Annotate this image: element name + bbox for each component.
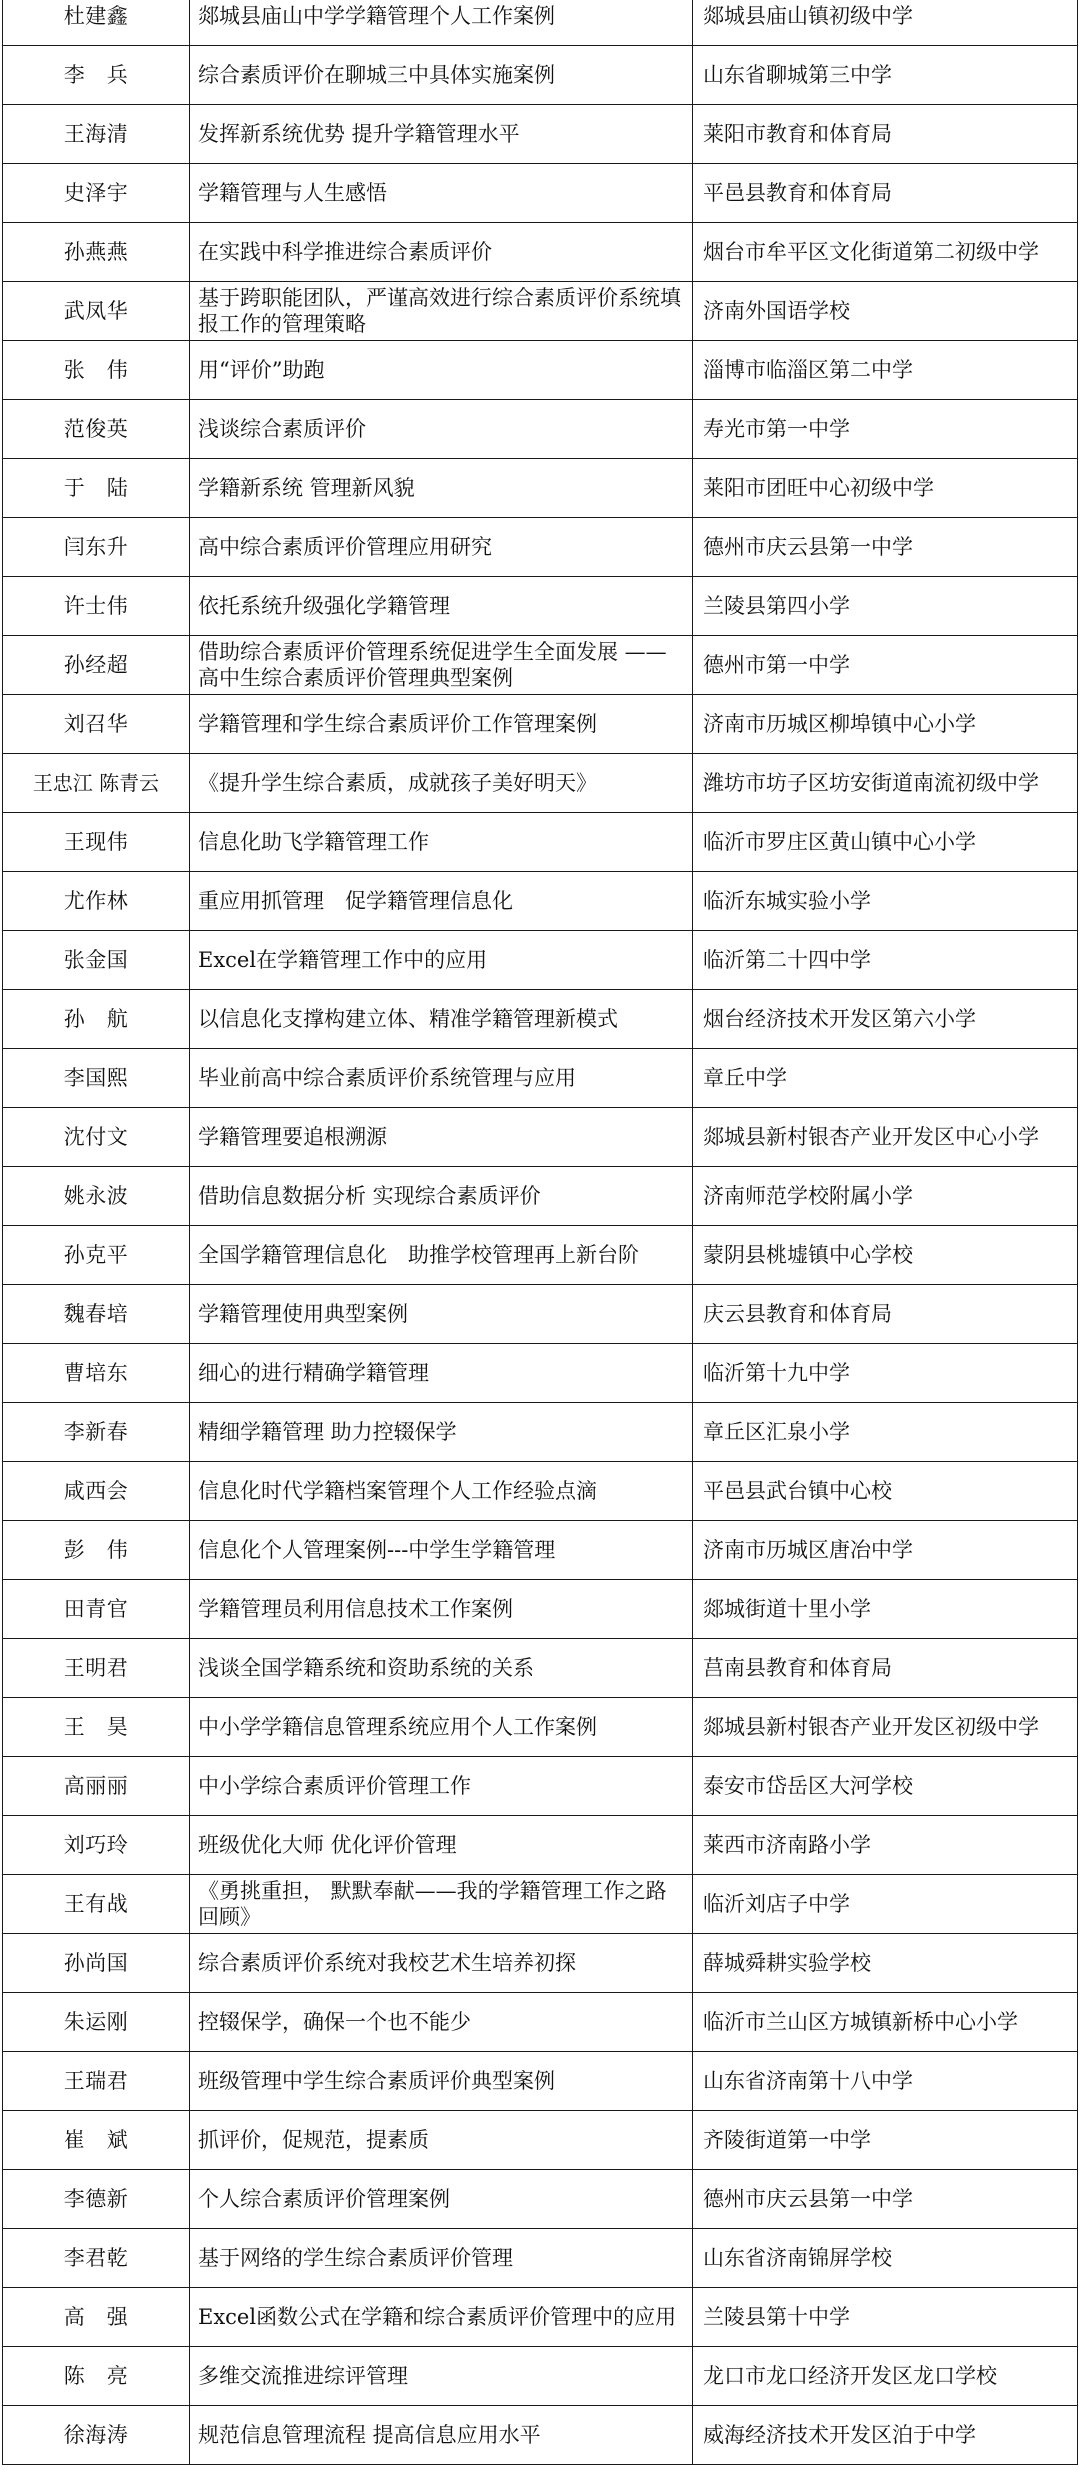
table-row — [3, 105, 1078, 164]
work-unit-cell: 山东省聊城第三中学 — [693, 46, 1078, 105]
author-name-cell: 徐海涛 — [3, 2406, 190, 2465]
author-name-cell: 孙尚国 — [3, 1934, 190, 1993]
table-row — [3, 2052, 1078, 2111]
work-unit-cell: 寿光市第一中学 — [693, 400, 1078, 459]
author-name-cell: 李国熙 — [3, 1049, 190, 1108]
case-title-cell: 郯城县庙山中学学籍管理个人工作案例 — [190, 0, 693, 46]
work-unit-cell: 德州市第一中学 — [693, 636, 1078, 695]
case-title-cell: 《勇挑重担， 默默奉献——我的学籍管理工作之路回顾》 — [190, 1875, 693, 1934]
author-name-cell: 姚永波 — [3, 1167, 190, 1226]
table-row — [3, 990, 1078, 1049]
case-title-cell: 全国学籍管理信息化 助推学校管理再上新台阶 — [190, 1226, 693, 1285]
author-name-cell: 田青官 — [3, 1580, 190, 1639]
author-name-cell: 张 伟 — [3, 341, 190, 400]
author-name-cell: 史泽宇 — [3, 164, 190, 223]
work-unit-cell: 济南市历城区唐冶中学 — [693, 1521, 1078, 1580]
case-title-cell: Excel函数公式在学籍和综合素质评价管理中的应用 — [190, 2288, 693, 2347]
author-name-cell: 王有战 — [3, 1875, 190, 1934]
author-name-cell: 咸西会 — [3, 1462, 190, 1521]
author-name-cell: 闫东升 — [3, 518, 190, 577]
case-title-cell: 学籍管理员利用信息技术工作案例 — [190, 1580, 693, 1639]
table-row — [3, 1580, 1078, 1639]
author-name-cell: 刘巧玲 — [3, 1816, 190, 1875]
case-title-cell: 学籍管理使用典型案例 — [190, 1285, 693, 1344]
table-row — [3, 518, 1078, 577]
author-name-cell: 范俊英 — [3, 400, 190, 459]
table-row — [3, 341, 1078, 400]
work-unit-cell: 齐陵街道第一中学 — [693, 2111, 1078, 2170]
case-title-cell: 发挥新系统优势 提升学籍管理水平 — [190, 105, 693, 164]
author-name-cell: 李德新 — [3, 2170, 190, 2229]
work-unit-cell: 庆云县教育和体育局 — [693, 1285, 1078, 1344]
work-unit-cell: 临沂市罗庄区黄山镇中心小学 — [693, 813, 1078, 872]
work-unit-cell: 潍坊市坊子区坊安街道南流初级中学 — [693, 754, 1078, 813]
author-name-cell: 尤作林 — [3, 872, 190, 931]
case-title-cell: 基于跨职能团队，严谨高效进行综合素质评价系统填报工作的管理策略 — [190, 282, 693, 341]
award-rows — [3, 0, 1078, 2465]
work-unit-cell: 郯城县新村银杏产业开发区初级中学 — [693, 1698, 1078, 1757]
table-row — [3, 931, 1078, 990]
case-title-cell: 学籍新系统 管理新风貌 — [190, 459, 693, 518]
case-title-cell: 毕业前高中综合素质评价系统管理与应用 — [190, 1049, 693, 1108]
work-unit-cell: 济南市历城区柳埠镇中心小学 — [693, 695, 1078, 754]
author-name-cell: 崔 斌 — [3, 2111, 190, 2170]
work-unit-cell: 山东省济南第十八中学 — [693, 2052, 1078, 2111]
case-title-cell: 班级优化大师 优化评价管理 — [190, 1816, 693, 1875]
table-row — [3, 2111, 1078, 2170]
author-name-cell: 李新春 — [3, 1403, 190, 1462]
table-row — [3, 1403, 1078, 1462]
work-unit-cell: 兰陵县第十中学 — [693, 2288, 1078, 2347]
case-title-cell: 个人综合素质评价管理案例 — [190, 2170, 693, 2229]
case-title-cell: 在实践中科学推进综合素质评价 — [190, 223, 693, 282]
work-unit-cell: 薛城舜耕实验学校 — [693, 1934, 1078, 1993]
case-title-cell: 学籍管理和学生综合素质评价工作管理案例 — [190, 695, 693, 754]
case-title-cell: 中小学学籍信息管理系统应用个人工作案例 — [190, 1698, 693, 1757]
author-name-cell: 孙经超 — [3, 636, 190, 695]
case-title-cell: 浅谈综合素质评价 — [190, 400, 693, 459]
author-name-cell: 杜建鑫 — [3, 0, 190, 46]
case-title-cell: 《提升学生综合素质，成就孩子美好明天》 — [190, 754, 693, 813]
table-row — [3, 0, 1078, 46]
work-unit-cell: 郯城县庙山镇初级中学 — [693, 0, 1078, 46]
table-row — [3, 636, 1078, 695]
work-unit-cell: 烟台市牟平区文化街道第二初级中学 — [693, 223, 1078, 282]
author-name-cell: 彭 伟 — [3, 1521, 190, 1580]
work-unit-cell: 济南师范学校附属小学 — [693, 1167, 1078, 1226]
table-row — [3, 1993, 1078, 2052]
case-title-cell: 中小学综合素质评价管理工作 — [190, 1757, 693, 1816]
table-row — [3, 1521, 1078, 1580]
case-title-cell: 精细学籍管理 助力控辍保学 — [190, 1403, 693, 1462]
author-name-cell: 高 强 — [3, 2288, 190, 2347]
case-title-cell: 控辍保学，确保一个也不能少 — [190, 1993, 693, 2052]
author-name-cell: 王忠江 陈青云 — [3, 754, 190, 813]
table-row — [3, 282, 1078, 341]
table-row — [3, 1226, 1078, 1285]
work-unit-cell: 德州市庆云县第一中学 — [693, 2170, 1078, 2229]
case-title-cell: 多维交流推进综评管理 — [190, 2347, 693, 2406]
work-unit-cell: 淄博市临淄区第二中学 — [693, 341, 1078, 400]
case-title-cell: 抓评价，促规范，提素质 — [190, 2111, 693, 2170]
case-title-cell: 综合素质评价在聊城三中具体实施案例 — [190, 46, 693, 105]
work-unit-cell: 德州市庆云县第一中学 — [693, 518, 1078, 577]
case-title-cell: 细心的进行精确学籍管理 — [190, 1344, 693, 1403]
work-unit-cell: 郯城街道十里小学 — [693, 1580, 1078, 1639]
case-title-cell: 学籍管理要追根溯源 — [190, 1108, 693, 1167]
author-name-cell: 王明君 — [3, 1639, 190, 1698]
author-name-cell: 高丽丽 — [3, 1757, 190, 1816]
table-row — [3, 2406, 1078, 2465]
work-unit-cell: 临沂刘店子中学 — [693, 1875, 1078, 1934]
case-title-cell: 依托系统升级强化学籍管理 — [190, 577, 693, 636]
case-title-cell: 综合素质评价系统对我校艺术生培养初探 — [190, 1934, 693, 1993]
author-name-cell: 王瑞君 — [3, 2052, 190, 2111]
case-title-cell: 重应用抓管理 促学籍管理信息化 — [190, 872, 693, 931]
table-row — [3, 1108, 1078, 1167]
table-row — [3, 459, 1078, 518]
work-unit-cell: 临沂第二十四中学 — [693, 931, 1078, 990]
table-row — [3, 2170, 1078, 2229]
work-unit-cell: 龙口市龙口经济开发区龙口学校 — [693, 2347, 1078, 2406]
table-row — [3, 164, 1078, 223]
table-row — [3, 754, 1078, 813]
work-unit-cell: 章丘中学 — [693, 1049, 1078, 1108]
author-name-cell: 孙 航 — [3, 990, 190, 1049]
case-title-cell: 以信息化支撑构建立体、精准学籍管理新模式 — [190, 990, 693, 1049]
author-name-cell: 陈 亮 — [3, 2347, 190, 2406]
work-unit-cell: 郯城县新村银杏产业开发区中心小学 — [693, 1108, 1078, 1167]
author-name-cell: 武凤华 — [3, 282, 190, 341]
author-name-cell: 沈付文 — [3, 1108, 190, 1167]
table-row — [3, 813, 1078, 872]
work-unit-cell: 泰安市岱岳区大河学校 — [693, 1757, 1078, 1816]
work-unit-cell: 临沂市兰山区方城镇新桥中心小学 — [693, 1993, 1078, 2052]
author-name-cell: 朱运刚 — [3, 1993, 190, 2052]
table-row — [3, 1285, 1078, 1344]
table-row — [3, 2288, 1078, 2347]
table-row — [3, 577, 1078, 636]
author-name-cell: 孙燕燕 — [3, 223, 190, 282]
work-unit-cell: 山东省济南锦屏学校 — [693, 2229, 1078, 2288]
table-row — [3, 2347, 1078, 2406]
case-title-cell: 班级管理中学生综合素质评价典型案例 — [190, 2052, 693, 2111]
author-name-cell: 王 昊 — [3, 1698, 190, 1757]
author-name-cell: 王现伟 — [3, 813, 190, 872]
work-unit-cell: 济南外国语学校 — [693, 282, 1078, 341]
author-name-cell: 李君乾 — [3, 2229, 190, 2288]
table-row — [3, 223, 1078, 282]
case-title-cell: 规范信息管理流程 提高信息应用水平 — [190, 2406, 693, 2465]
work-unit-cell: 蒙阴县桃墟镇中心学校 — [693, 1226, 1078, 1285]
work-unit-cell: 平邑县教育和体育局 — [693, 164, 1078, 223]
work-unit-cell: 兰陵县第四小学 — [693, 577, 1078, 636]
case-title-cell: 学籍管理与人生感悟 — [190, 164, 693, 223]
work-unit-cell: 莒南县教育和体育局 — [693, 1639, 1078, 1698]
author-name-cell: 刘召华 — [3, 695, 190, 754]
case-title-cell: 用“评价”助跑 — [190, 341, 693, 400]
author-name-cell: 张金国 — [3, 931, 190, 990]
table-row — [3, 1875, 1078, 1934]
work-unit-cell: 莱阳市教育和体育局 — [693, 105, 1078, 164]
table-row — [3, 1757, 1078, 1816]
case-title-cell: 信息化时代学籍档案管理个人工作经验点滴 — [190, 1462, 693, 1521]
author-name-cell: 于 陆 — [3, 459, 190, 518]
work-unit-cell: 莱西市济南路小学 — [693, 1816, 1078, 1875]
author-name-cell: 许士伟 — [3, 577, 190, 636]
table-row — [3, 695, 1078, 754]
table-row — [3, 1934, 1078, 1993]
case-title-cell: 信息化助飞学籍管理工作 — [190, 813, 693, 872]
case-title-cell: 浅谈全国学籍系统和资助系统的关系 — [190, 1639, 693, 1698]
award-list-table — [2, 0, 1078, 2465]
table-row — [3, 1462, 1078, 1521]
table-row — [3, 46, 1078, 105]
case-title-cell: 借助综合素质评价管理系统促进学生全面发展 ——高中生综合素质评价管理典型案例 — [190, 636, 693, 695]
author-name-cell: 曹培东 — [3, 1344, 190, 1403]
case-title-cell: 信息化个人管理案例---中学生学籍管理 — [190, 1521, 693, 1580]
work-unit-cell: 烟台经济技术开发区第六小学 — [693, 990, 1078, 1049]
table-row — [3, 1698, 1078, 1757]
work-unit-cell: 临沂东城实验小学 — [693, 872, 1078, 931]
table-row — [3, 872, 1078, 931]
table-row — [3, 1639, 1078, 1698]
author-name-cell: 王海清 — [3, 105, 190, 164]
table-row — [3, 400, 1078, 459]
author-name-cell: 孙克平 — [3, 1226, 190, 1285]
case-title-cell: Excel在学籍管理工作中的应用 — [190, 931, 693, 990]
table-row — [3, 1344, 1078, 1403]
work-unit-cell: 威海经济技术开发区泊于中学 — [693, 2406, 1078, 2465]
table-row — [3, 1049, 1078, 1108]
table-row — [3, 2229, 1078, 2288]
work-unit-cell: 莱阳市团旺中心初级中学 — [693, 459, 1078, 518]
work-unit-cell: 临沂第十九中学 — [693, 1344, 1078, 1403]
case-title-cell: 借助信息数据分析 实现综合素质评价 — [190, 1167, 693, 1226]
work-unit-cell: 平邑县武台镇中心校 — [693, 1462, 1078, 1521]
table-row — [3, 1167, 1078, 1226]
work-unit-cell: 章丘区汇泉小学 — [693, 1403, 1078, 1462]
author-name-cell: 魏春培 — [3, 1285, 190, 1344]
case-title-cell: 高中综合素质评价管理应用研究 — [190, 518, 693, 577]
case-title-cell: 基于网络的学生综合素质评价管理 — [190, 2229, 693, 2288]
author-name-cell: 李 兵 — [3, 46, 190, 105]
table-row — [3, 1816, 1078, 1875]
